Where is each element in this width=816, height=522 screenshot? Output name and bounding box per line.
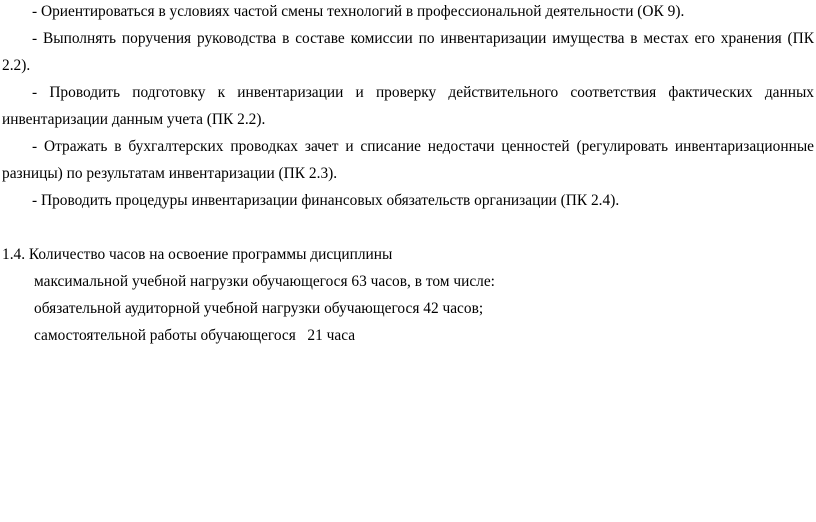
self-study-line: самостоятельной работы обучающегося 21 часа — [34, 327, 356, 344]
competency-pk24: - Проводить процедуры инвентаризации финансовых обязательств организации (ПК 2.4). — [32, 192, 620, 209]
competency-ok9: - Ориентироваться в условиях частой смены технологий в профессиональной деятельности (ОК 9). — [32, 3, 685, 20]
classroom-load-line: обязательной аудиторной учебной нагрузки обучающегося 42 часов; — [34, 300, 484, 317]
competency-pk22-preparation: - Проводить подготовку к инвентаризации и проверку действительного соответствия фактических данных инвентаризации данным учета (ПК 2.2). — [2, 84, 814, 128]
competency-pk23: - Отражать в бухгалтерских проводках зачет и списание недостачи ценностей (регулировать инвентаризационные разницы) по результатам инвентаризации (ПК 2.3). — [2, 138, 814, 182]
competency-pk22-commission: - Выполнять поручения руководства в составе комиссии по инвентаризации имущества в местах его хранения (ПК 2.2). — [2, 30, 814, 74]
max-load-line: максимальной учебной нагрузки обучающегося 63 часов, в том числе: — [34, 273, 495, 290]
section-heading: 1.4. Количество часов на освоение программы дисциплины — [2, 246, 393, 263]
